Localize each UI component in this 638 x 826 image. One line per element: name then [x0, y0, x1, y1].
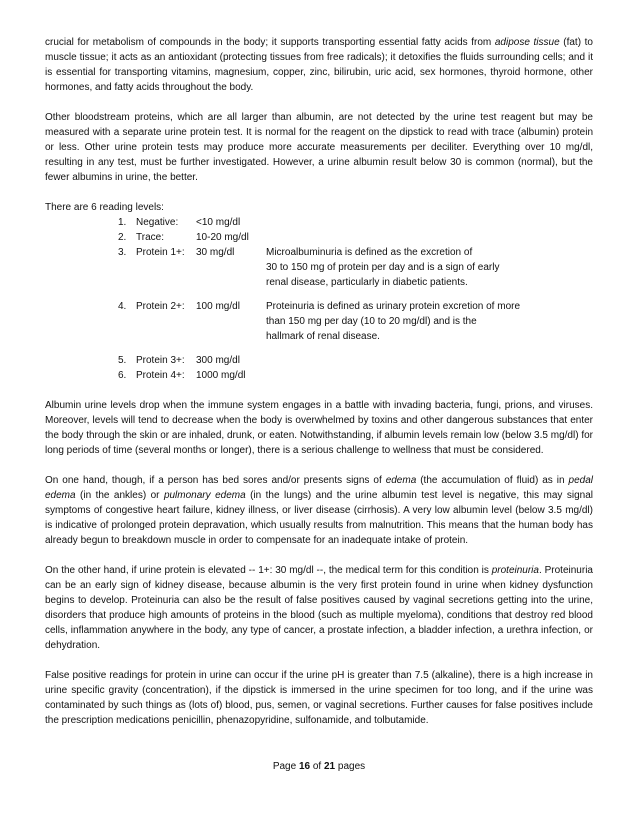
- paragraph-bloodstream-proteins: Other bloodstream proteins, which are all larger than albumin, are not detected by the urine test reagent but may be measured with a separate urine protein test. It is normal for the reagent on the dipstick to read with trace (albumin) protein or less. Other urine protein tests may produce more accurate measurements per deciliter. Everything over 10 mg/dl, resulting in any test, must be further investigated. However, a urine albumin result below 30 is common (normal), but the fewer albumins in urine, the better.: [45, 112, 593, 183]
- reading-level-item: [45, 230, 593, 245]
- reading-level-item: [45, 353, 593, 368]
- level-name: Protein 2+:: [136, 301, 185, 312]
- text-run: (in the lungs) and the urine albumin test level is negative, this may signal symptoms of congestive heart failure, kidney illness, or liver disease (cirrhosis). A very low albumin level (below 3.5 mg/dl) is indicative of prolonged protein depravation, which usually results from malnutrition. This means that the human body has already begun to breakdown muscle in order to compensate for an inadequate intake of protein.: [45, 490, 594, 546]
- level-number: 5.: [118, 355, 127, 366]
- footer-page-label: Page: [272, 761, 297, 772]
- paragraph-false-positives: False positive readings for protein in urine can occur if the urine pH is greater than 7.5 (alkaline), there is a high increase in urine specific gravity (concentration), if the dipstick is immersed in the urine specimen for too long, and if the urine was contaminated by such things as (lots of) blood, pus, semen, or vaginal secretions. Further causes for false positives include the prescription medications penicillin, phenazopyridine, sulfonamide, and tolbutamide.: [45, 670, 593, 726]
- footer-pages-label: pages: [337, 761, 366, 772]
- page-footer: [0, 760, 638, 774]
- level-number: 1.: [118, 217, 127, 228]
- text-run: (fat) to muscle tissue; it acts as an antioxidant (protecting tissues from free radicals); it detoxifies the fluids surrounding cells; and it is essential for transporting vitamins, magnesium, copper, zinc, bilirubin, uric acid, sex hormones, thyroid hormone, other hormones, and fatty acids throughout the body.: [45, 37, 593, 93]
- level-note: Proteinuria is defined as urinary protein excretion of more than 150 mg per day (10 to 20 mg/dl) and is the hallmark of renal disease.: [266, 301, 521, 342]
- italic-term: edema: [385, 475, 417, 486]
- footer-of-label: of: [312, 761, 322, 772]
- reading-level-item: [45, 245, 593, 290]
- level-name: Trace:: [136, 232, 164, 243]
- level-note: Microalbuminuria is defined as the excretion of 30 to 150 mg of protein per day and is a sign of early renal disease, particularly in diabetic patients.: [266, 247, 500, 288]
- text-run: crucial for metabolism of compounds in the body; it supports transporting essential fatty acids from: [45, 37, 495, 48]
- italic-term: pulmonary edema: [163, 490, 246, 501]
- italic-term: proteinuria: [491, 565, 539, 576]
- level-range: 300 mg/dl: [196, 355, 240, 366]
- paragraph-proteinuria: [45, 563, 593, 653]
- text-run: On one hand, though, if a person has bed sores and/or presents signs of: [45, 475, 386, 486]
- paragraph-albumin-functions: [45, 35, 593, 95]
- level-range: 1000 mg/dl: [196, 370, 246, 381]
- italic-term: pedal edema: [45, 475, 593, 501]
- italic-term: adipose tissue: [494, 37, 560, 48]
- text-run: (the accumulation of fluid) as in: [416, 475, 569, 486]
- level-number: 4.: [118, 301, 127, 312]
- footer-page-current: 16: [298, 761, 311, 772]
- level-name: Protein 3+:: [136, 355, 185, 366]
- reading-level-item: [45, 368, 593, 383]
- level-name: Protein 4+:: [136, 370, 185, 381]
- level-range: 30 mg/dl: [196, 247, 235, 258]
- footer-page-total: 21: [324, 761, 336, 772]
- text-run: (in the ankles) or: [75, 490, 164, 501]
- reading-level-item: [45, 299, 593, 344]
- level-name: Protein 1+:: [136, 247, 185, 258]
- level-number: 2.: [118, 232, 127, 243]
- level-range: <10 mg/dl: [196, 217, 241, 228]
- text-run: On the other hand, if urine protein is elevated -- 1+: 30 mg/dl --, the medical term for this condition is: [45, 565, 492, 576]
- document-page: [45, 35, 593, 743]
- level-range: 100 mg/dl: [196, 301, 240, 312]
- level-number: 3.: [118, 247, 127, 258]
- text-run: . Proteinuria can be an early sign of kidney disease, because albumin is the very first protein found in urine when kidney dysfunction begins to develop. Proteinuria can also be the result of false positives caused by vaginal secretions getting into the urine, disorders that produce high amounts of proteins in the blood (such as multiple myeloma), conditions that destroy red blood cells, inflammation anywhere in the body, any type of cancer, a prostate infection, a bladder infection, a urethra infection, or dehydration.: [45, 565, 593, 651]
- paragraph-reading-levels-intro: There are 6 reading levels:: [45, 202, 164, 213]
- paragraph-albumin-drop: Albumin urine levels drop when the immune system engages in a battle with invading bacteria, fungi, prions, and viruses. Moreover, levels will tend to decrease when the body is overwhelmed by toxins and other dangerous substances that enter the body through the skin or are inhaled, drunk, or eaten. Notwithstanding, if albumin levels remain low (below 3.5 mg/dl) for long periods of time (several months or longer), there is a serious challenge to wellness that must be considered.: [45, 400, 593, 456]
- reading-level-item: [45, 215, 593, 230]
- level-number: 6.: [118, 370, 127, 381]
- paragraph-edema: [45, 473, 593, 548]
- reading-levels-list: [45, 215, 593, 383]
- level-range: 10-20 mg/dl: [196, 232, 249, 243]
- level-name: Negative:: [136, 217, 179, 228]
